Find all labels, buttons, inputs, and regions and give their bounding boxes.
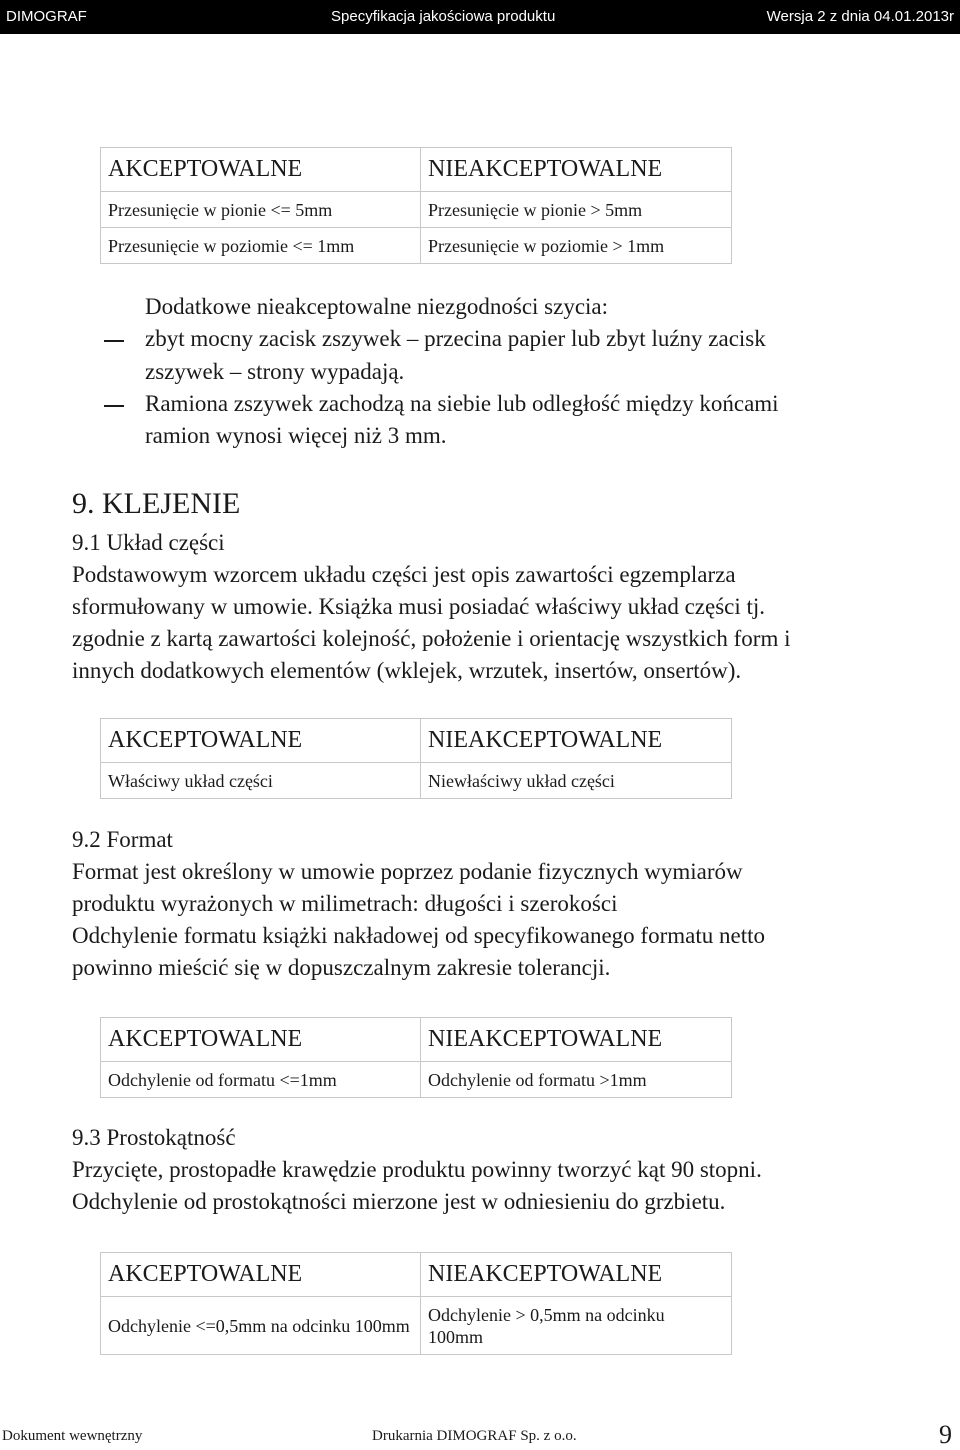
bullet-dash bbox=[104, 405, 124, 407]
section-heading: 9. KLEJENIE bbox=[72, 487, 241, 520]
paragraph-line: Przycięte, prostopadłe krawędzie produktu powinny tworzyć kąt 90 stopni. bbox=[72, 1157, 762, 1182]
acceptable-header: AKCEPTOWALNE bbox=[101, 148, 421, 192]
paragraph-line: Odchylenie formatu książki nakładowej od specyfikowanego formatu netto bbox=[72, 923, 765, 948]
footer-left: Dokument wewnętrzny bbox=[2, 1428, 143, 1444]
footer-center: Drukarnia DIMOGRAF Sp. z o.o. bbox=[372, 1428, 577, 1444]
stitching-note-2-cont: ramion wynosi więcej niż 3 mm. bbox=[145, 423, 447, 448]
subsection-title: 9.3 Prostokątność bbox=[72, 1125, 236, 1150]
acceptable-cell: Odchylenie <=0,5mm na odcinku 100mm bbox=[101, 1297, 421, 1355]
header-version: Wersja 2 z dnia 04.01.2013r bbox=[766, 8, 954, 25]
squareness-criteria-table bbox=[100, 1252, 732, 1355]
stitching-notes-intro: Dodatkowe nieakceptowalne niezgodności szycia: bbox=[145, 294, 609, 319]
stitching-note-1-cont: zszywek – strony wypadają. bbox=[145, 359, 405, 384]
unacceptable-cell: Przesunięcie w poziomie > 1mm bbox=[421, 228, 732, 264]
paragraph-line: Odchylenie od prostokątności mierzone jest w odniesieniu do grzbietu. bbox=[72, 1189, 726, 1214]
page-header bbox=[0, 0, 960, 34]
unacceptable-header: NIEAKCEPTOWALNE bbox=[421, 148, 732, 192]
paragraph-line: powinno mieścić się w dopuszczalnym zakresie tolerancji. bbox=[72, 955, 611, 980]
acceptable-header: AKCEPTOWALNE bbox=[101, 719, 421, 763]
acceptable-header: AKCEPTOWALNE bbox=[101, 1018, 421, 1062]
acceptable-header: AKCEPTOWALNE bbox=[101, 1253, 421, 1297]
header-company: DIMOGRAF bbox=[6, 8, 87, 25]
stitching-note-2: Ramiona zszywek zachodzą na siebie lub odległość między końcami bbox=[145, 391, 779, 416]
header-doc-title: Specyfikacja jakościowa produktu bbox=[331, 8, 556, 25]
format-criteria-table bbox=[100, 1017, 732, 1098]
unacceptable-header: NIEAKCEPTOWALNE bbox=[421, 1018, 732, 1062]
paragraph-line: produktu wyrażonych w milimetrach: długości i szerokości bbox=[72, 891, 618, 916]
paragraph-line: Podstawowym wzorcem układu części jest opis zawartości egzemplarza bbox=[72, 562, 736, 587]
acceptable-cell: Przesunięcie w pionie <= 5mm bbox=[101, 192, 421, 228]
acceptable-cell: Właściwy układ części bbox=[101, 763, 421, 799]
bullet-dash bbox=[104, 340, 124, 342]
layout-criteria-table bbox=[100, 718, 732, 799]
paragraph-line: innych dodatkowych elementów (wklejek, wrzutek, insertów, onsertów). bbox=[72, 658, 742, 683]
acceptable-cell: Odchylenie od formatu <=1mm bbox=[101, 1062, 421, 1098]
page-number: 9 bbox=[939, 1420, 952, 1449]
unacceptable-header: NIEAKCEPTOWALNE bbox=[421, 1253, 732, 1297]
unacceptable-cell: Przesunięcie w pionie > 5mm bbox=[421, 192, 732, 228]
unacceptable-cell: Odchylenie od formatu >1mm bbox=[421, 1062, 732, 1098]
unacceptable-header: NIEAKCEPTOWALNE bbox=[421, 719, 732, 763]
unacceptable-cell: Odchylenie > 0,5mm na odcinku 100mm bbox=[421, 1297, 732, 1355]
paragraph-line: zgodnie z kartą zawartości kolejność, położenie i orientację wszystkich form i bbox=[72, 626, 791, 651]
stitching-note-1: zbyt mocny zacisk zszywek – przecina papier lub zbyt luźny zacisk bbox=[145, 326, 766, 351]
subsection-title: 9.1 Układ części bbox=[72, 530, 225, 555]
acceptable-cell: Przesunięcie w poziomie <= 1mm bbox=[101, 228, 421, 264]
subsection-title: 9.2 Format bbox=[72, 827, 173, 852]
paragraph-line: Format jest określony w umowie poprzez podanie fizycznych wymiarów bbox=[72, 859, 743, 884]
stitch-criteria-table bbox=[100, 147, 732, 264]
unacceptable-cell: Niewłaściwy układ części bbox=[421, 763, 732, 799]
paragraph-line: sformułowany w umowie. Książka musi posiadać właściwy układ części tj. bbox=[72, 594, 766, 619]
